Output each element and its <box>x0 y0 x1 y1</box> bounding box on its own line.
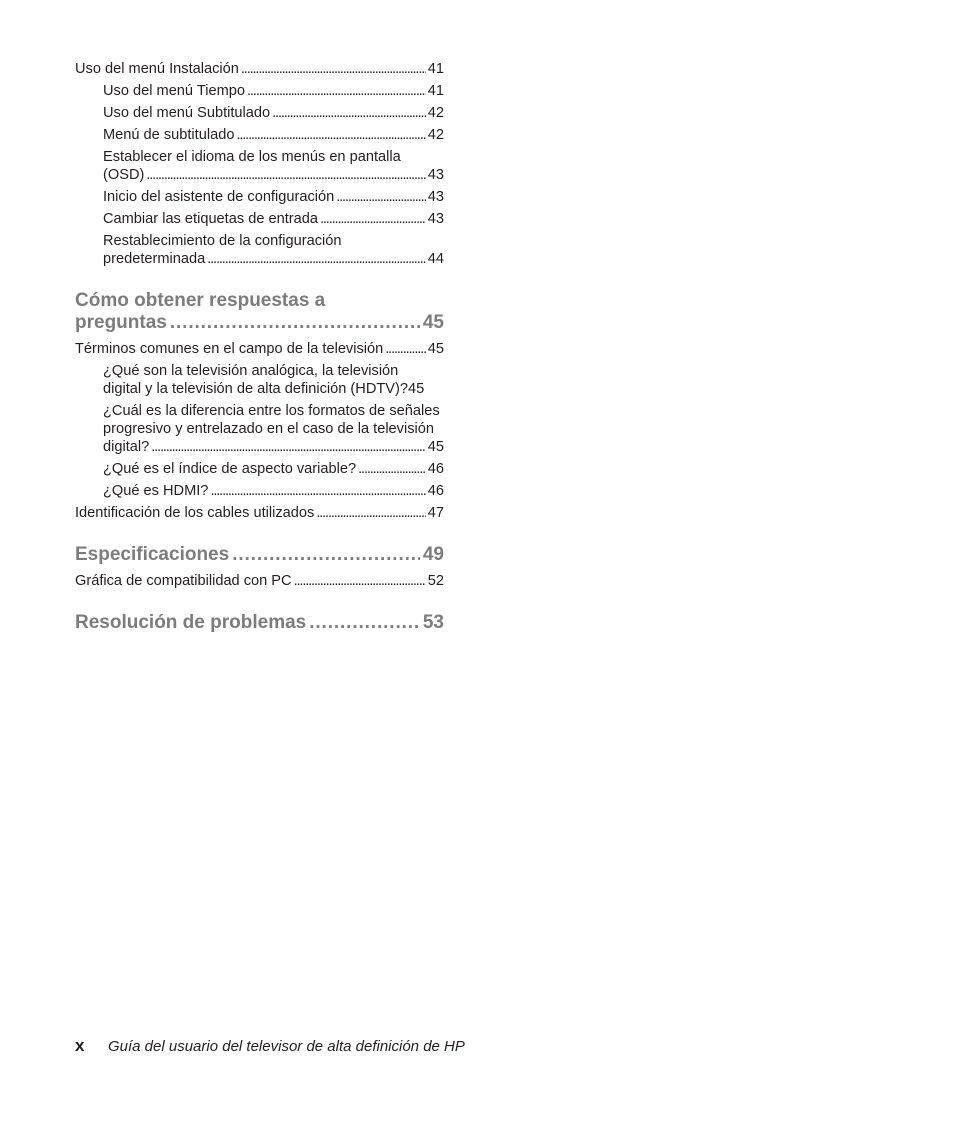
toc-entry-title-line2: digital y la televisión de alta definición (HDTV)? <box>103 381 408 397</box>
toc-entry-title-line2: (OSD) <box>103 167 145 183</box>
toc-subentry[interactable] <box>75 126 444 144</box>
chapter-page: 45 <box>422 312 444 333</box>
toc-entry-page: 44 <box>427 251 444 267</box>
page-number: x <box>75 1036 85 1055</box>
dot-leader <box>247 82 426 100</box>
toc-subentry[interactable] <box>75 188 444 206</box>
toc-entry-title: Inicio del asistente de configuración <box>103 189 335 205</box>
toc-entry-page: 43 <box>427 189 444 205</box>
toc-entry-title-line1: ¿Cuál es la diferencia entre los formatos de señales <box>103 403 440 419</box>
toc-entry-page: 45 <box>427 439 444 455</box>
dot-leader <box>272 104 426 122</box>
dot-leader <box>210 482 425 500</box>
toc-entry-page: 46 <box>427 461 444 477</box>
toc-entry-title: Términos comunes en el campo de la televisión <box>75 341 384 357</box>
toc-chapter[interactable] <box>75 290 444 334</box>
toc-chapter[interactable] <box>75 544 444 566</box>
toc-subentry[interactable] <box>75 232 444 268</box>
toc-entry-title: ¿Qué es HDMI? <box>103 483 209 499</box>
toc-entry-title: Cambiar las etiquetas de entrada <box>103 211 318 227</box>
page-footer <box>75 1036 465 1057</box>
toc-subentry[interactable] <box>75 148 444 184</box>
dot-leader <box>207 250 426 268</box>
chapter-title: Especificaciones <box>75 544 230 565</box>
dot-leader <box>241 60 426 78</box>
toc-subentry[interactable] <box>75 210 444 228</box>
toc-entry-title-line2: predeterminada <box>103 251 206 267</box>
dot-leader <box>320 210 426 228</box>
toc-entry-page: 46 <box>427 483 444 499</box>
dot-leader <box>236 126 425 144</box>
toc-entry-page: 47 <box>427 505 444 521</box>
toc-entry-title: Gráfica de compatibilidad con PC <box>75 573 292 589</box>
toc-entry-title: Menú de subtitulado <box>103 127 235 143</box>
dot-leader <box>336 188 426 206</box>
toc-entry-title-line1: Establecer el idioma de los menús en pantalla <box>103 149 401 165</box>
chapter-title-line2: preguntas <box>75 312 167 333</box>
toc-entry-title-line2: progresivo y entrelazado en el caso de la televisión <box>103 421 434 437</box>
chapter-title-line1: Cómo obtener respuestas a <box>75 290 326 311</box>
toc-entry-title: ¿Qué es el índice de aspecto variable? <box>103 461 357 477</box>
toc-entry-page: 41 <box>427 83 444 99</box>
dot-leader <box>232 544 420 566</box>
toc-entry-title: Uso del menú Tiempo <box>103 83 245 99</box>
toc-entry-title-line1: ¿Qué son la televisión analógica, la televisión <box>103 363 399 379</box>
toc-subentry[interactable] <box>75 402 444 456</box>
toc-entry-page: 43 <box>427 167 444 183</box>
dot-leader <box>385 340 426 358</box>
toc-entry[interactable] <box>75 572 444 590</box>
dot-leader <box>294 572 426 590</box>
dot-leader <box>358 460 426 478</box>
dot-leader <box>146 166 425 184</box>
dot-leader <box>316 504 425 522</box>
toc-entry[interactable] <box>75 340 444 358</box>
dot-leader <box>170 312 420 334</box>
toc-entry[interactable] <box>75 504 444 522</box>
chapter-title: Resolución de problemas <box>75 612 307 633</box>
toc-subentry[interactable] <box>75 104 444 122</box>
toc-subentry[interactable] <box>75 460 444 478</box>
dot-leader <box>151 438 426 456</box>
toc-entry-page: 45 <box>427 341 444 357</box>
toc-subentry[interactable] <box>75 482 444 500</box>
table-of-contents <box>75 60 444 634</box>
toc-entry-page: 42 <box>427 105 444 121</box>
chapter-page: 49 <box>422 544 444 565</box>
toc-chapter[interactable] <box>75 612 444 634</box>
toc-entry-page: 52 <box>427 573 444 589</box>
footer-title: Guía del usuario del televisor de alta definición de HP <box>108 1038 465 1055</box>
toc-entry-page: 43 <box>427 211 444 227</box>
toc-entry-page: 42 <box>427 127 444 143</box>
toc-entry-page: 41 <box>427 61 444 77</box>
toc-entry-page: 45 <box>408 381 425 397</box>
dot-leader <box>309 612 420 634</box>
chapter-page: 53 <box>422 612 444 633</box>
toc-entry-title-line3: digital? <box>103 439 150 455</box>
toc-entry[interactable] <box>75 60 444 78</box>
toc-entry-title: Identificación de los cables utilizados <box>75 505 315 521</box>
toc-subentry[interactable] <box>75 362 444 398</box>
toc-entry-title-line1: Restablecimiento de la configuración <box>103 233 342 249</box>
toc-entry-title: Uso del menú Instalación <box>75 61 239 77</box>
toc-entry-title: Uso del menú Subtitulado <box>103 105 271 121</box>
toc-subentry[interactable] <box>75 82 444 100</box>
